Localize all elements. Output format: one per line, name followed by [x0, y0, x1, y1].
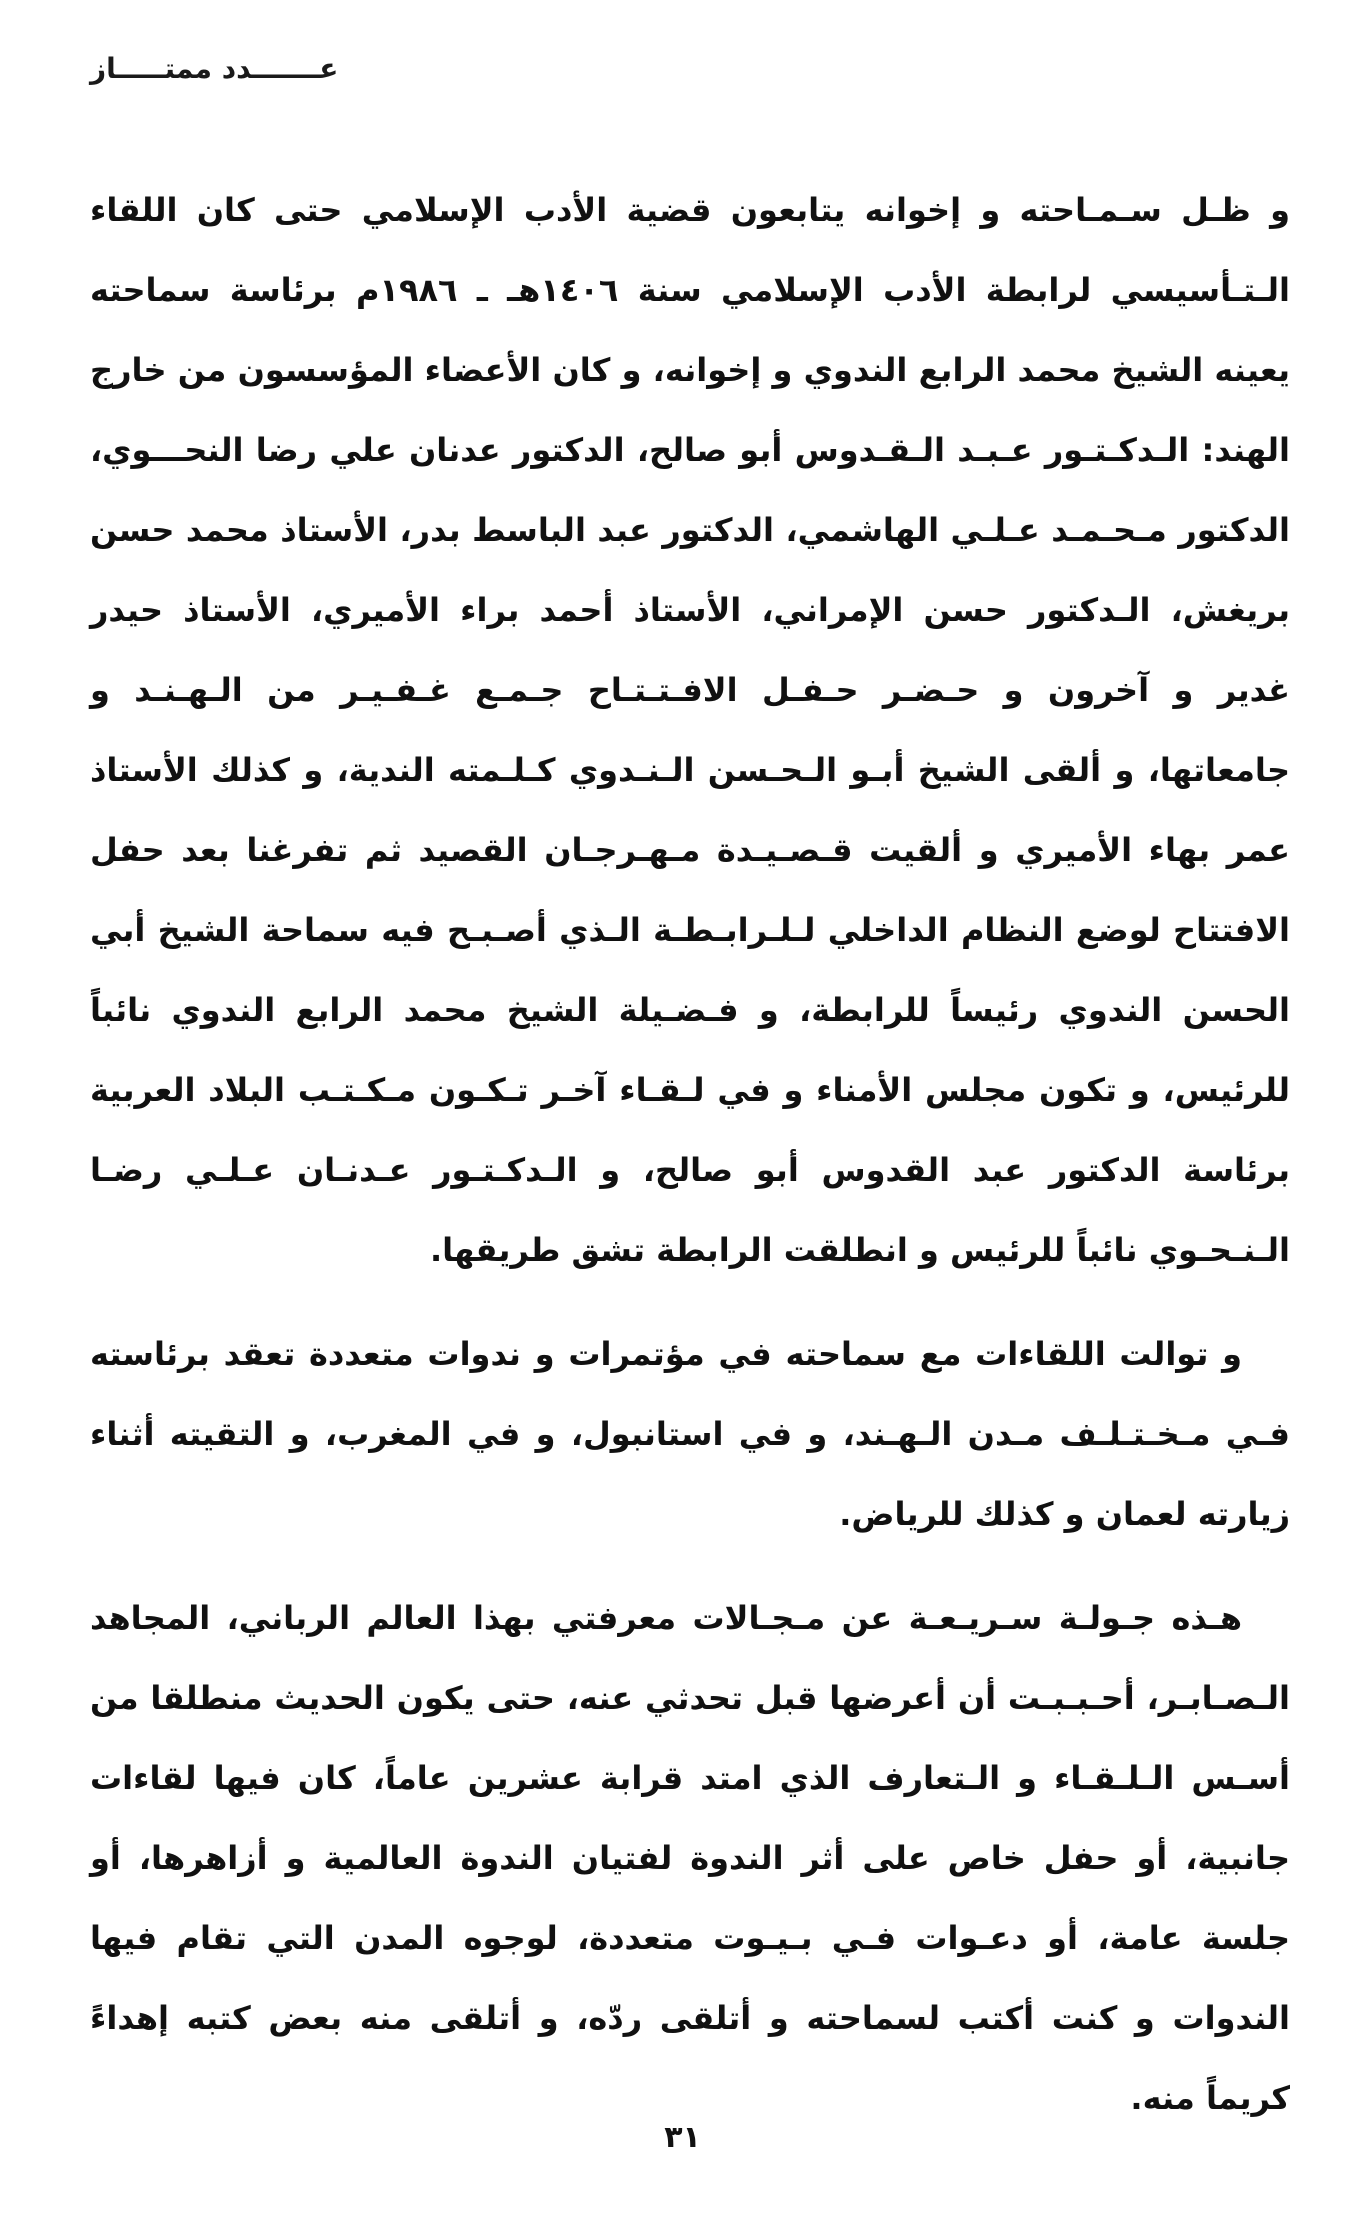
paragraph-conferences: و توالت اللقاءات مع سماحته في مؤتمرات و ندوات متعددة تعقد برئاسته فـي مـخـتـلـف مـدن الـهـند، و في استانبول، و في المغرب، و التقيته أثناء زيارته لعمان و كذلك للرياض.	[90, 1335, 1290, 1533]
running-header: عـــــــدد ممتـــــاز	[90, 52, 339, 85]
page-number: ٣١	[664, 2120, 701, 2155]
body-text	[90, 170, 1290, 2138]
paragraph-acquaintance: هـذه جـولـة سـريـعـة عن مـجـالات معرفتي بهذا العالم الرباني، المجاهد الـصـابـر، أحـبـبـت أن أعرضها قبل تحدثي عنه، حتى يكون الحديث منطلقا من أسـس الـلـقـاء و الـتعارف الذي امتد قرابة عشرين عاماً، كان فيها لقاءات جانبية، أو حفل خاص على أثر الندوة لفتيان الندوة العالمية و أزاهرها، أو جلسة عامة، أو دعـوات فـي بـيـوت متعددة، لوجوه المدن التي تقام فيها الندوات و كنت أكتب لسماحته و أتلقى ردّه، و أتلقى منه بعض كتبه إهداءً كريماً منه.	[90, 1599, 1290, 2117]
paragraph-founding-meeting: و ظـل سـمـاحته و إخوانه يتابعون قضية الأدب الإسلامي حتى كان اللقاء الـتـأسيسي لرابطة الأدب الإسلامي سنة ١٤٠٦هـ ـ ١٩٨٦م برئاسة سماحته يعينه الشيخ محمد الرابع الندوي و إخوانه، و كان الأعضاء المؤسسون من خارج الهند: الـدكـتـور عـبـد الـقـدوس أبو صالح، الدكتور عدنان علي رضا النحـــوي، الدكتور مـحـمـد عـلـي الهاشمي، الدكتور عبد الباسط بدر، الأستاذ محمد حسن بريغش، الـدكتور حسن الإمراني، الأستاذ أحمد براء الأميري، الأستاذ حيدر غدير و آخرون و حـضـر حـفـل الافـتـتـاح جـمـع غـفـيـر من الـهـنـد و جامعاتها، و ألقى الشيخ أبـو الـحـسن الـنـدوي كـلـمته الندية، و كذلك الأستاذ عمر بهاء الأميري و ألقيت قـصـيـدة مـهـرجـان القصيد ثم تفرغنا بعد حفل الافتتاح لوضع النظام الداخلي لـلـرابـطـة الـذي أصـبـح فيه سماحة الشيخ أبي الحسن الندوي رئيساً للرابطة، و فـضـيلة الشيخ محمد الرابع الندوي نائباً للرئيس، و تكون مجلس الأمناء و في لـقـاء آخـر تـكـون مـكـتـب البلاد العربية برئاسة الدكتور عبد القدوس أبو صالح، و الـدكـتـور عـدنـان عـلـي رضـا الـنـحـوي نائباً للرئيس و انطلقت الرابطة تشق طريقها.	[90, 191, 1291, 1269]
